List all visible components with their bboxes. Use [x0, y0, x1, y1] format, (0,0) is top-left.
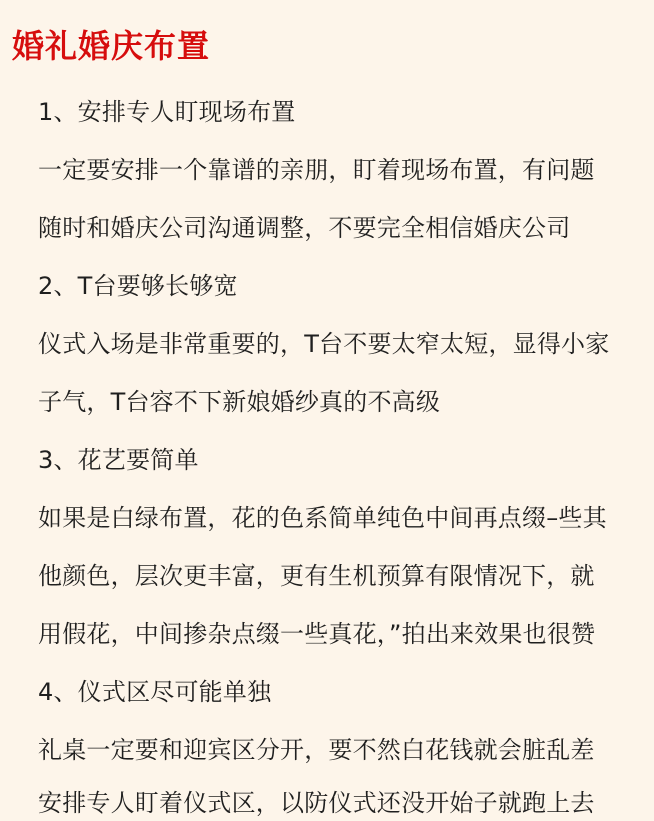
paragraph-2-line-1: 仪式入场是非常重要的，T台不要太窄太短，显得小家	[38, 330, 610, 358]
paragraph-4-line-1: 礼桌一定要和迎宾区分开，要不然白花钱就会脏乱差	[38, 736, 595, 764]
paragraph-2-line-2: 子气，T台容不下新娘婚纱真的不高级	[38, 388, 441, 416]
paragraph-3-line-3: 用假花，中间掺杂点缀一些真花，”拍出来效果也很赞	[38, 620, 596, 648]
heading-4: 4、仪式区尽可能单独	[38, 678, 272, 706]
heading-2: 2、T台要够长够宽	[38, 272, 238, 300]
heading-3: 3、花艺要简单	[38, 446, 199, 474]
paragraph-3-line-2: 他颜色，层次更丰富，更有生机预算有限情况下，就	[38, 562, 595, 590]
paragraph-1-line-1: 一定要安排一个靠谱的亲朋，盯着现场布置，有问题	[38, 156, 595, 184]
document-title: 婚礼婚庆布置	[12, 27, 211, 65]
paragraph-3-line-1: 如果是白绿布置，花的色系简单纯色中间再点缀–些其	[38, 504, 607, 532]
paragraph-4-line-2: 安排专人盯着仪式区，以防仪式还没开始子就跑上去	[38, 789, 595, 817]
heading-1: 1、安排专人盯现场布置	[38, 98, 296, 126]
paragraph-1-line-2: 随时和婚庆公司沟通调整，不要完全相信婚庆公司	[38, 214, 571, 242]
